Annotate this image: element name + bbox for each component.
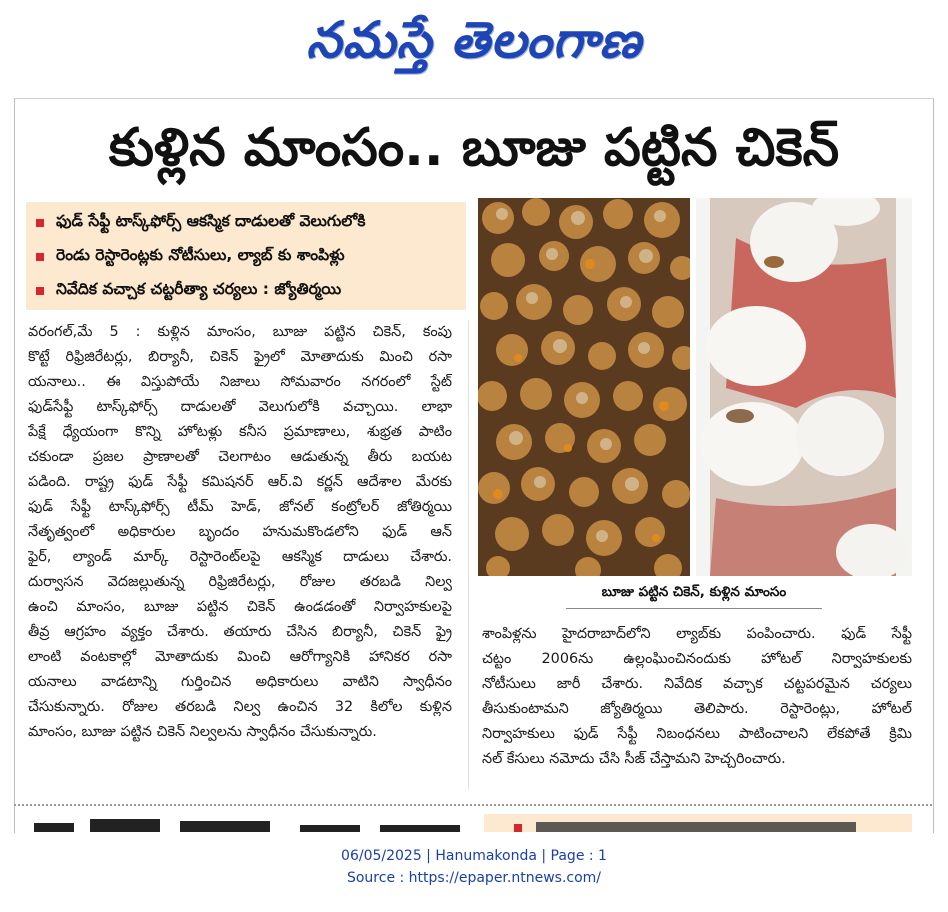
body-line: నేతృత్వంలో అధికారుల బృందం హనుమకొండలోని ఫుడ్ ఆన్ xyxy=(28,524,452,540)
body-column-right xyxy=(482,622,912,772)
body-line: యనాలు.. ఈ విస్తుపోయే నిజాలు సోమవారం నగరంలో స్టేట్ xyxy=(28,374,452,390)
body-line: మాంసం, బూజు పట్టిన చికెన్ నిల్వలను స్వాధీనం చేసుకున్నారు. xyxy=(28,724,377,740)
bottom-rule xyxy=(14,804,932,806)
body-line: తీసుకుంటామని జ్యోతిర్మయి తెలిపారు. రెస్టారెంట్లు, హోటల్ xyxy=(482,701,912,717)
next-article-kicker-cropped xyxy=(484,814,912,832)
footer-source: Source : https://epaper.ntnews.com/ xyxy=(346,870,602,886)
bullet-icon xyxy=(36,287,44,295)
body-line: యనాలు వాడటాన్ని గుర్తించిన అధికారులు వాటిని స్వాధీనం xyxy=(28,674,452,690)
body-line: చట్టం 2006ను ఉల్లంఘించినందుకు హోటల్ నిర్వాహకులకు xyxy=(482,651,912,667)
body-line: చకుండా ప్రజల ప్రాణాలతో చెలగాటం ఆడుతున్న తీరు బయట xyxy=(28,449,452,465)
rotten-meat-fridge-image xyxy=(696,198,912,576)
body-line: వరంగల్,మే 5 : కుళ్లిన మాంసం, బూజు పట్టిన చికెన్, కంపు xyxy=(28,324,452,340)
photo-caption: బూజు పట్టిన చికెన్, కుళ్లిన మాంసం xyxy=(566,578,822,609)
kicker-text: నివేదిక వచ్చాక చట్టరీత్యా చర్యలు : జ్యోతిర్మయి xyxy=(56,280,342,298)
kicker-box xyxy=(26,202,466,310)
body-column-left xyxy=(28,320,452,745)
kicker-item xyxy=(26,240,466,274)
cropped-text-fragment xyxy=(30,819,470,832)
body-line: కొట్టే రిఫ్రిజిరేటర్లు, బిర్యానీ, చికెన్ ఫ్రైలో మోతాదుకు మించి రసా xyxy=(28,349,452,365)
moldy-chicken-image xyxy=(478,198,690,576)
next-article-headline-cropped xyxy=(30,818,470,832)
body-line: నోటీసులు జారీ చేశారు. నివేదిక వచ్చాక చట్టపరమైన చర్యలు xyxy=(482,676,912,692)
body-line: శాంపిళ్లను హైదరాబాద్‌లోని ల్యాబ్‌కు పంపించారు. ఫుడ్ సేఫ్టీ xyxy=(482,626,912,642)
kicker-item xyxy=(26,274,466,308)
page-footer xyxy=(0,845,948,889)
article-headline: కుళ్లిన మాంసం.. బూజు పట్టిన చికెన్ xyxy=(108,118,840,178)
body-line: నిర్వాహకులు ఫుడ్ సేఫ్టీ నిబంధనలు పాటించాలని లేకపోతే క్రిమి xyxy=(482,726,912,742)
body-line: నల్ కేసులు నమోదు చేసి సీజ్ చేస్తామని హెచ్చరించారు. xyxy=(482,751,786,767)
body-line: తీవ్ర ఆగ్రహం వ్యక్తం చేశారు. తయారు చేసిన బిర్యానీ, చికెన్ ఫ్రై xyxy=(28,624,452,640)
body-line: ఫుడ్ సేఫ్టీ టాస్క్‌ఫోర్స్ టీమ్ హెడ్, జోనల్ కంట్రోలర్ జోతిర్మయి xyxy=(28,499,452,515)
kicker-text: రెండు రెస్టారెంట్లకు నోటీసులు, ల్యాబ్ కు శాంపిళ్లు xyxy=(56,246,345,264)
cropped-kicker-fragment xyxy=(484,814,912,832)
body-line: ఫైర్, ల్యాండ్ మార్క్ రెస్టారెంట్‌లపై ఆకస్మిక దాడులు చేశారు. xyxy=(28,549,452,565)
footer-edition-info: 06/05/2025 | Hanumakonda | Page : 1 xyxy=(341,848,607,864)
masthead xyxy=(0,0,948,92)
masthead-title: నమస్తే తెలంగాణ xyxy=(306,10,642,69)
body-line: ఫుడ్‌సేఫ్టీ టాస్క్‌ఫోర్స్ దాడులతో వెలుగులోకి వచ్చాయి. లాభా xyxy=(28,399,452,415)
body-line: పడింది. రాష్ట్ర ఫుడ్ సేఫ్టీ కమిషనర్ ఆర్.వి కర్ణన్ ఆదేశాల మేరకు xyxy=(28,474,452,490)
bullet-icon xyxy=(36,219,44,227)
body-line: పేక్షే ధ్యేయంగా కొన్ని హోటళ్లు కనీస ప్రమాణాలు, శుభ్రత పాటిం xyxy=(28,424,452,440)
body-line: చేసుకున్నారు. రోజుల తరబడి నిల్వ ఉంచిన 32 కిలోల కుళ్లిన xyxy=(28,699,452,715)
kicker-text: ఫుడ్ సేఫ్టీ టాస్క్‌ఫోర్స్ ఆకస్మిక దాడులతో వెలుగులోకి xyxy=(56,212,366,230)
body-line: లాంటి వంటకాల్లో మోతాదుకు మించి ఆరోగ్యానికి హానికర రసా xyxy=(28,649,452,665)
body-line: దుర్వాసన వెదజల్లుతున్న రిఫ్రిజిరేటర్లు, రోజుల తరబడి నిల్వ xyxy=(28,574,452,590)
photo-rotten-meat-fridge xyxy=(696,198,912,576)
kicker-item xyxy=(26,206,466,240)
body-line: ఉంచి మాంసం, బూజు పట్టిన చికెన్ ఉండడంతో నిర్వాహకులపై xyxy=(28,599,452,615)
column-divider xyxy=(468,320,469,790)
photo-moldy-chicken xyxy=(478,198,690,576)
bullet-icon xyxy=(36,253,44,261)
